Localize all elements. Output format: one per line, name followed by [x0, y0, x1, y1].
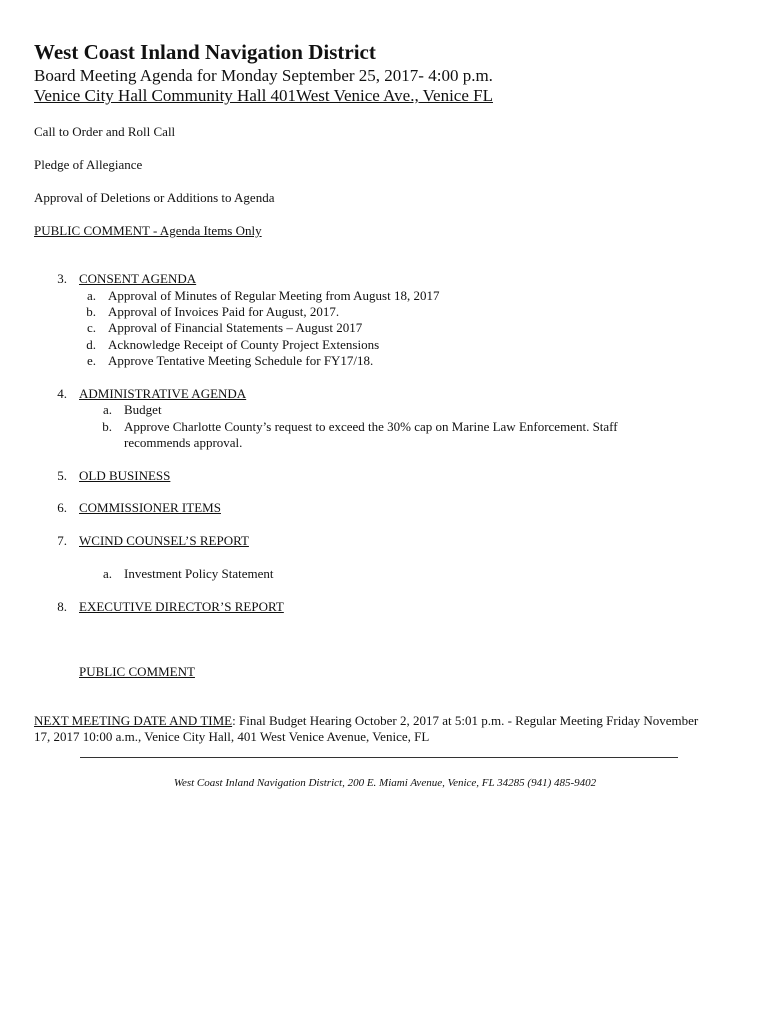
- executive-director-report-heading: EXECUTIVE DIRECTOR’S REPORT: [79, 599, 284, 614]
- meeting-date-line: Board Meeting Agenda for Monday September 25, 2017- 4:00 p.m.: [34, 66, 493, 85]
- counsel-item-letter: a.: [102, 566, 112, 581]
- consent-item-letter: c.: [86, 320, 96, 335]
- approval-of-deletions: Approval of Deletions or Additions to Agenda: [34, 190, 275, 205]
- item-number-executive: 8.: [57, 599, 67, 614]
- footer-divider: [80, 757, 678, 758]
- administrative-item-letter: b.: [102, 419, 112, 434]
- footer-address: West Coast Inland Navigation District, 200 E. Miami Avenue, Venice, FL 34285 (941) 485-9402: [173, 777, 597, 789]
- public-comment-heading: PUBLIC COMMENT: [79, 664, 195, 679]
- public-comment-agenda-items: PUBLIC COMMENT - Agenda Items Only: [34, 223, 262, 238]
- consent-item-letter: b.: [86, 304, 96, 319]
- meeting-location-line: Venice City Hall Community Hall 401West Venice Ave., Venice FL: [34, 86, 493, 105]
- counsel-item-text: Investment Policy Statement: [124, 566, 274, 581]
- item-number-old-business: 5.: [57, 468, 67, 483]
- consent-agenda-heading: CONSENT AGENDA: [79, 271, 197, 286]
- next-meeting-paragraph: [34, 713, 714, 745]
- document-title: West Coast Inland Navigation District: [34, 40, 376, 64]
- administrative-item-text: Approve Charlotte County’s request to exceed the 30% cap on Marine Law Enforcement. Staff recommends approval.: [124, 419, 618, 450]
- administrative-agenda-heading: ADMINISTRATIVE AGENDA: [79, 386, 247, 401]
- pledge-of-allegiance: Pledge of Allegiance: [34, 157, 143, 172]
- item-number-administrative: 4.: [57, 386, 67, 401]
- item-number-counsel: 7.: [57, 533, 67, 548]
- next-meeting-details: : Final Budget Hearing October 2, 2017 at 5:01 p.m. - Regular Meeting Friday November 17, 2017 10:00 a.m., Venice City Hall, 401 West Venice Avenue, Venice, FL: [34, 713, 699, 744]
- administrative-item-letter: a.: [102, 402, 112, 417]
- consent-item-letter: d.: [86, 337, 96, 352]
- consent-item-text: Acknowledge Receipt of County Project Extensions: [108, 337, 380, 352]
- call-to-order: Call to Order and Roll Call: [34, 124, 176, 139]
- commissioner-items-heading: COMMISSIONER ITEMS: [79, 500, 221, 515]
- item-number-consent: 3.: [57, 271, 67, 286]
- consent-item-letter: a.: [86, 288, 96, 303]
- item-number-commissioner: 6.: [57, 500, 67, 515]
- consent-item-text: Approval of Minutes of Regular Meeting from August 18, 2017: [108, 288, 440, 303]
- consent-item-text: Approval of Financial Statements – August 2017: [108, 320, 363, 335]
- counsel-report-heading: WCIND COUNSEL’S REPORT: [79, 533, 249, 548]
- next-meeting-label: NEXT MEETING DATE AND TIME: [34, 713, 233, 728]
- consent-item-letter: e.: [86, 353, 96, 368]
- administrative-item-text: Budget: [124, 402, 162, 417]
- consent-item-text: Approve Tentative Meeting Schedule for FY17/18.: [108, 353, 374, 368]
- consent-item-text: Approval of Invoices Paid for August, 2017.: [108, 304, 340, 319]
- old-business-heading: OLD BUSINESS: [79, 468, 171, 483]
